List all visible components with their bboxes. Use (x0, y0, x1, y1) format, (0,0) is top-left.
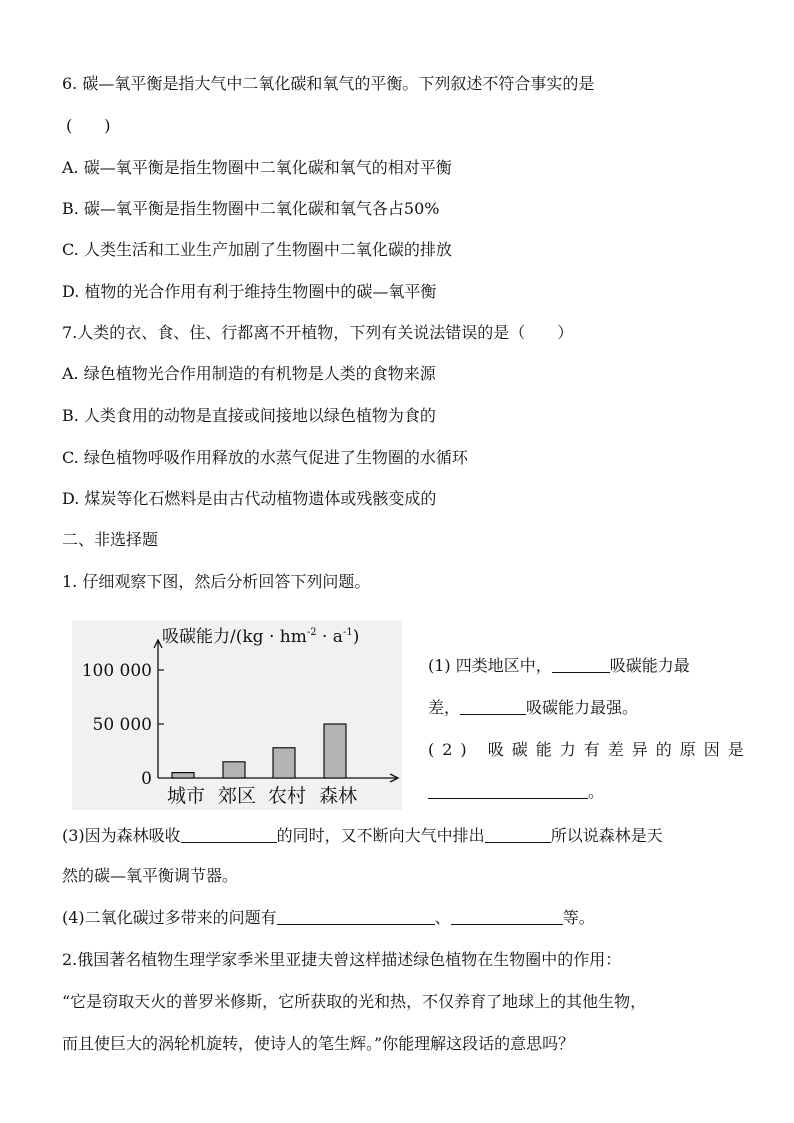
y-axis-label: 吸碳能力$/(kg \cdot hm^{-2} \cdot a^{-1})$ (162, 627, 360, 647)
q6-option-c: C. 人类生活和工业生产加剧了生物圈中二氧化碳的排放 (62, 240, 452, 259)
q7-option-a: A. 绿色植物光合作用制造的有机物是人类的食物来源 (62, 364, 436, 383)
s2-q1-part4 (62, 908, 595, 928)
s2-q1-part3-line2: 然的碳—氧平衡调节器。 (62, 866, 239, 885)
y-tick-label-2: 100 000 (81, 661, 152, 681)
part1-blank-weakest[interactable] (552, 656, 610, 673)
q7-option-b: B. 人类食用的动物是直接或间接地以绿色植物为食的 (62, 406, 436, 425)
s2-q1-part1-line2 (428, 698, 638, 718)
part4-blank-problem2[interactable] (451, 908, 563, 925)
x-tick-label-2: 农村 (267, 785, 307, 807)
part1-blank-strongest[interactable] (460, 698, 526, 715)
q6-stem: 6. 碳—氧平衡是指大气中二氧化碳和氧气的平衡。下列叙述不符合事实的是 (62, 74, 595, 93)
bar-0 (172, 773, 194, 778)
q7-stem: 7.人类的衣、食、住、行都离不开植物，下列有关说法错误的是（ ） (62, 323, 574, 342)
q6-answer-paren: ( ) (66, 116, 111, 135)
x-tick-label-3: 森林 (318, 785, 358, 807)
q6-option-b: B. 碳—氧平衡是指生物圈中二氧化碳和氧气各占50% (62, 199, 440, 218)
part2-end: 。 (588, 782, 605, 801)
section-heading: 二、非选择题 (62, 530, 159, 549)
part1-text-a: (1) 四类地区中， (428, 656, 552, 675)
s2-q2-line2: “它是窃取天火的普罗米修斯，它所获取的光和热，不仅养育了地球上的其他生物， (62, 992, 647, 1011)
s2-q1-part1-line1 (428, 656, 690, 676)
chart-svg (72, 620, 402, 810)
part1-text-c: 差， (428, 698, 461, 717)
part2-blank-reason[interactable] (428, 782, 588, 799)
bar-3 (324, 724, 346, 778)
s2-q1-part3-line1 (62, 826, 663, 846)
part4-blank-problem1[interactable] (277, 908, 435, 925)
s2-q2-line3: 而且使巨大的涡轮机旋转，使诗人的笔生辉。”你能理解这段话的意思吗？ (62, 1034, 575, 1053)
part3-blank-absorb[interactable] (181, 826, 277, 843)
y-tick-label-0: 0 (141, 769, 152, 789)
s2-q2-line1: 2.俄国著名植物生理学家季米里亚捷夫曾这样描述绿色植物在生物圈中的作用： (62, 950, 622, 969)
x-tick-label-1: 郊区 (217, 785, 257, 807)
s2-q1-stem: 1. 仔细观察下图，然后分析回答下列问题。 (62, 572, 371, 591)
part3-text-c: 所以说森林是天 (550, 826, 663, 845)
bar-1 (223, 762, 245, 778)
part4-text-a: (4)二氧化碳过多带来的问题有 (62, 908, 277, 927)
bar-2 (273, 748, 295, 778)
s2-q1-part2-line2 (428, 782, 604, 802)
carbon-absorption-chart (72, 620, 402, 810)
q6-option-a: A. 碳—氧平衡是指生物圈中二氧化碳和氧气的相对平衡 (62, 158, 452, 177)
s2-q1-part2-line1: (2) 吸碳能力有差异的原因是 (428, 740, 752, 759)
q7-option-d: D. 煤炭等化石燃料是由古代动植物遗体或残骸变成的 (62, 489, 437, 508)
part1-text-d: 吸碳能力最强。 (526, 698, 639, 717)
part4-text-c: 等。 (562, 908, 595, 927)
q7-option-c: C. 绿色植物呼吸作用释放的水蒸气促进了生物圈的水循环 (62, 448, 468, 467)
part4-text-b: 、 (434, 908, 451, 927)
part3-text-a: (3)因为森林吸收 (62, 826, 181, 845)
part3-blank-release[interactable] (485, 826, 551, 843)
q6-option-d: D. 植物的光合作用有利于维持生物圈中的碳—氧平衡 (62, 282, 437, 301)
part1-text-b: 吸碳能力最 (609, 656, 690, 675)
y-tick-label-1: 50 000 (92, 715, 152, 735)
x-tick-label-0: 城市 (166, 785, 206, 807)
part3-text-b: 的同时，又不断向大气中排出 (276, 826, 485, 845)
